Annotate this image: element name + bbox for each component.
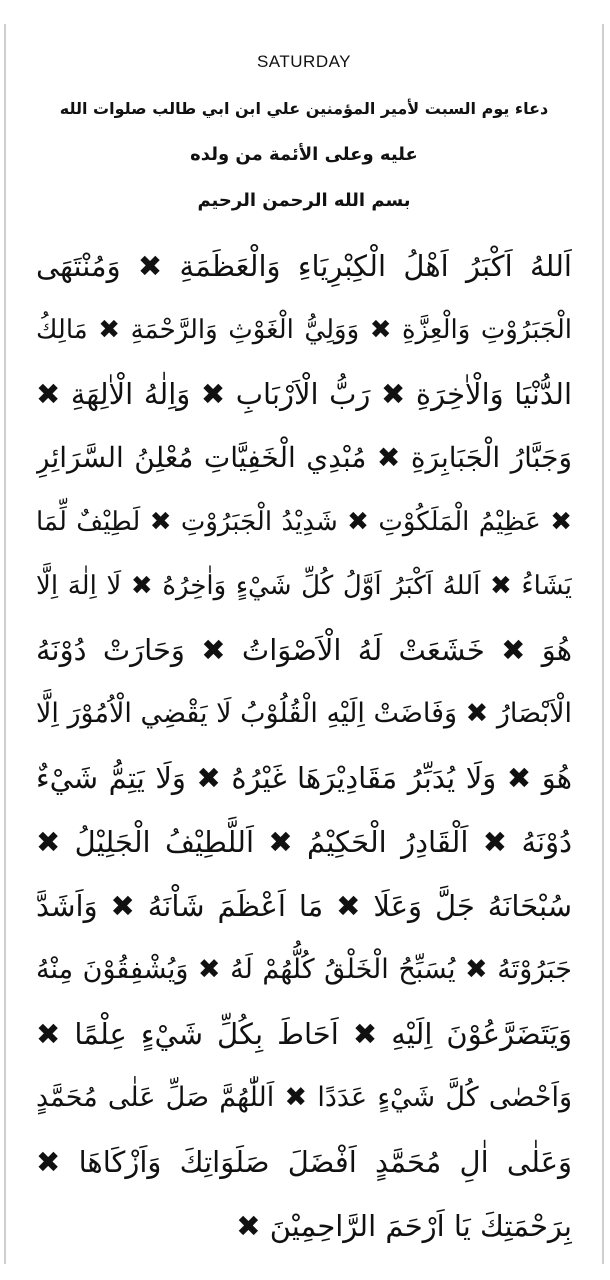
text-line: دُوْنَهُ ✖ اَلْقَادِرُ الْحَكِيْمُ ✖ اَللَّطِيْفُ الْجَلِيْلُ ✖ bbox=[36, 825, 572, 859]
basmala-line: بسم الله الرحمن الرحيم bbox=[197, 190, 411, 211]
header-line-1: دعاء يوم السبت لأمير المؤمنين علي ابن ابي طالب صلوات الله bbox=[59, 99, 549, 118]
text-line: وَيَتَضَرَّعُوْنَ اِلَيْهِ ✖ اَحَاطَ بِكُلِّ شَيْءٍ عِلْمًا ✖ bbox=[36, 1017, 572, 1051]
text-line: الْاَبْصَارُ ✖ وَفَاضَتْ اِلَيْهِ الْقُلُوْبُ لَا يَقْضِي الْاُمُوْرَ اِلَّا bbox=[36, 698, 572, 729]
text-line: ✖ عَظِيْمُ الْمَلَكُوْتِ ✖ شَدِيْدُ الْجَبَرُوْتِ ✖ لَطِيْفٌ لِّمَا bbox=[36, 507, 572, 537]
text-line: هُوَ ✖ وَلَا يُدَبِّرُ مَقَادِيْرَهَا غَيْرُهُ ✖ وَلَا يَتِمُّ شَيْءٌ bbox=[36, 761, 572, 795]
text-line: الدُّنْيَا وَالْاٰخِرَةِ ✖ رَبُّ الْاَرْبَابِ ✖ وَاِلٰهُ الْاٰلِهَةِ ✖ bbox=[36, 377, 572, 411]
document-page bbox=[4, 24, 604, 1264]
header-line-2: عليه وعلى الأئمة من ولده bbox=[190, 144, 418, 165]
text-line: وَاَحْصٰى كُلَّ شَيْءٍ عَدَدًا ✖ اَللّٰهُمَّ صَلِّ عَلٰى مُحَمَّدٍ bbox=[36, 1082, 572, 1113]
text-line: الْجَبَرُوْتِ وَالْعِزَّةِ ✖ وَوَلِيُّ الْغَوْثِ وَالرَّحْمَةِ ✖ مَالِكُ bbox=[36, 315, 572, 345]
text-line: هُوَ ✖ خَشَعَتْ لَهُ الْاَصْوَاتُ ✖ وَحَارَتْ دُوْنَهُ bbox=[36, 633, 572, 667]
text-line: يَشَاءُ ✖ اَللهُ اَكْبَرُ اَوَّلُ كُلِّ شَيْءٍ وَاٰخِرُهُ ✖ لَا اِلٰهَ اِلَّا bbox=[36, 571, 572, 601]
page-title: SATURDAY bbox=[256, 52, 352, 71]
text-line: اَللهُ اَكْبَرُ اَهْلُ الْكِبْرِيَاءِ وَالْعَظَمَةِ ✖ وَمُنْتَهَى bbox=[36, 249, 572, 283]
text-line: وَعَلٰى اٰلِ مُحَمَّدٍ اَفْضَلَ صَلَوَاتِكَ وَاَزْكَاهَا ✖ bbox=[36, 1145, 572, 1179]
dua-text bbox=[36, 234, 572, 1258]
text-line: سُبْحَانَهُ جَلَّ وَعَلَا ✖ مَا اَعْظَمَ شَاْنَهُ ✖ وَاَشَدَّ bbox=[36, 889, 572, 923]
text-line: بِرَحْمَتِكَ يَا اَرْحَمَ الرَّاحِمِيْنَ ✖ bbox=[236, 1209, 572, 1243]
text-line: جَبَرُوْتَهُ ✖ يُسَبِّحُ الْخَلْقُ كُلُّهُمْ لَهُ ✖ وَيُشْفِقُوْنَ مِنْهُ bbox=[36, 954, 572, 985]
text-line: وَجَبَّارُ الْجَبَابِرَةِ ✖ مُبْدِي الْخَفِيَّاتِ مُعْلِنُ السَّرَائِرِ bbox=[36, 441, 572, 474]
dua-header bbox=[46, 86, 562, 224]
